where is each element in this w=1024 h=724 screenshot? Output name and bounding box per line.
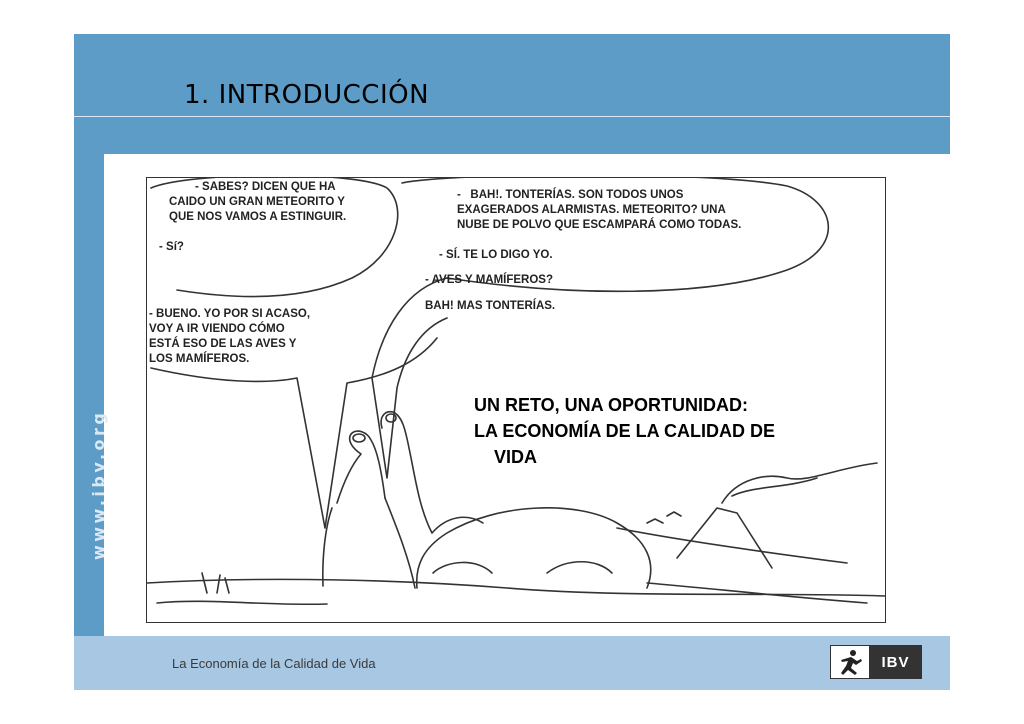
runner-icon (831, 646, 870, 678)
logo-text: IBV (870, 646, 921, 678)
right-reply-1: - SÍ. TE LO DIGO YO. (439, 249, 553, 261)
ibv-logo (830, 645, 922, 679)
right-bubble-line-3: NUBE DE POLVO QUE ESCAMPARÁ COMO TODAS. (457, 219, 742, 231)
right-bubble-line-2: EXAGERADOS ALARMISTAS. METEORITO? UNA (457, 204, 726, 216)
slide-title: 1. INTRODUCCIÓN (184, 80, 430, 110)
left-bubble-line-1: - SABES? DICEN QUE HA (195, 181, 336, 193)
left-bubble-line-3: QUE NOS VAMOS A ESTINGUIR. (169, 211, 347, 223)
right-reply-3: BAH! MAS TONTERÍAS. (425, 300, 556, 312)
side-bar (74, 154, 104, 636)
left-reply-2: - BUENO. YO POR SI ACASO, VOY A IR VIENDO CÓMO ESTÁ ESO DE LAS AVES Y LOS MAMÍFEROS. (149, 308, 311, 365)
left-reply-1: - Sí? (159, 241, 184, 253)
right-bubble-line-1: - BAH!. TONTERÍAS. SON TODOS UNOS (457, 189, 684, 201)
side-url-label: www.ibv.org (89, 409, 108, 560)
left-bubble-line-2: CAIDO UN GRAN METEORITO Y (169, 196, 345, 208)
headline-text: UN RETO, UNA OPORTUNIDAD: LA ECONOMÍA DE LA CALIDAD DE VIDA (474, 395, 775, 467)
right-reply-2: - AVES Y MAMÍFEROS? (425, 274, 554, 286)
footer-text: La Economía de la Calidad de Vida (172, 656, 376, 671)
header-divider (74, 116, 950, 117)
